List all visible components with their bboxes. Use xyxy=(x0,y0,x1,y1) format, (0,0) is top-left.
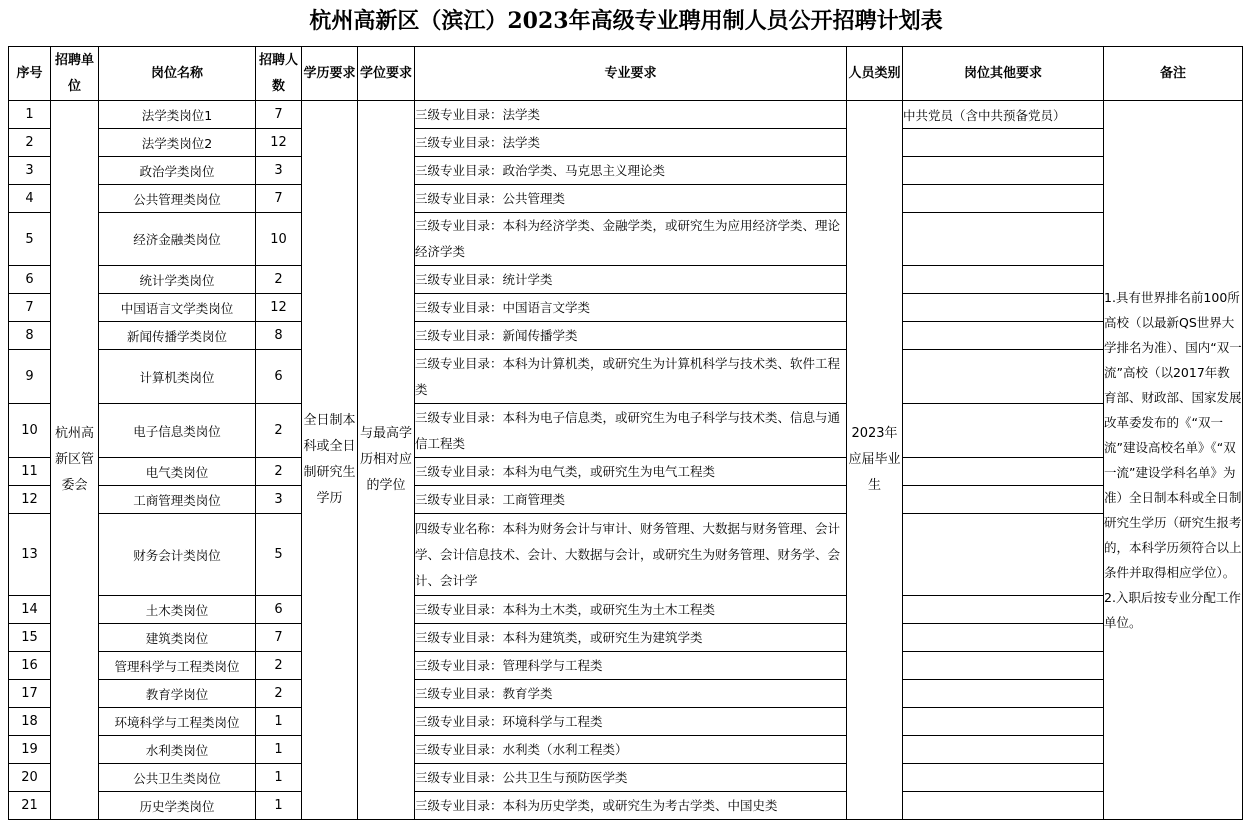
recruit-count: 5 xyxy=(256,514,302,596)
header-type: 人员类别 xyxy=(847,47,903,101)
position-name: 法学类岗位2 xyxy=(99,129,256,157)
row-no: 1 xyxy=(9,101,51,129)
recruit-count: 6 xyxy=(256,596,302,624)
row-no: 3 xyxy=(9,157,51,185)
recruit-count: 3 xyxy=(256,486,302,514)
other-requirement xyxy=(903,213,1104,266)
header-major: 专业要求 xyxy=(415,47,847,101)
unit-cell: 杭州高新区管委会 xyxy=(51,101,99,820)
header-unit: 招聘单位 xyxy=(51,47,99,101)
position-name: 法学类岗位1 xyxy=(99,101,256,129)
position-name: 建筑类岗位 xyxy=(99,624,256,652)
position-name: 土木类岗位 xyxy=(99,596,256,624)
header-note: 备注 xyxy=(1104,47,1243,101)
major-requirement: 四级专业名称：本科为财务会计与审计、财务管理、大数据与财务管理、会计学、会计信息技术、会计、大数据与会计，或研究生为财务管理、财务学、会计、会计学 xyxy=(415,514,847,596)
major-requirement: 三级专业目录：新闻传播学类 xyxy=(415,322,847,350)
other-requirement xyxy=(903,129,1104,157)
other-requirement xyxy=(903,404,1104,458)
table-row xyxy=(9,596,1243,624)
row-no: 11 xyxy=(9,458,51,486)
row-no: 10 xyxy=(9,404,51,458)
major-requirement: 三级专业目录：本科为土木类，或研究生为土木工程类 xyxy=(415,596,847,624)
other-requirement xyxy=(903,680,1104,708)
table-row xyxy=(9,792,1243,820)
other-requirement xyxy=(903,458,1104,486)
table-row xyxy=(9,294,1243,322)
row-no: 4 xyxy=(9,185,51,213)
major-requirement: 三级专业目录：公共卫生与预防医学类 xyxy=(415,764,847,792)
major-requirement: 三级专业目录：本科为历史学类，或研究生为考古学类、中国史类 xyxy=(415,792,847,820)
position-name: 公共管理类岗位 xyxy=(99,185,256,213)
row-no: 13 xyxy=(9,514,51,596)
recruit-count: 12 xyxy=(256,294,302,322)
other-requirement xyxy=(903,596,1104,624)
page-title: 杭州高新区（滨江）2023年高级专业聘用制人员公开招聘计划表 xyxy=(309,8,943,34)
table-row xyxy=(9,266,1243,294)
other-requirement xyxy=(903,185,1104,213)
edu-cell: 全日制本科或全日制研究生学历 xyxy=(302,101,358,820)
other-requirement xyxy=(903,514,1104,596)
recruit-count: 8 xyxy=(256,322,302,350)
position-name: 计算机类岗位 xyxy=(99,350,256,404)
position-name: 管理科学与工程类岗位 xyxy=(99,652,256,680)
major-requirement: 三级专业目录：工商管理类 xyxy=(415,486,847,514)
position-name: 工商管理类岗位 xyxy=(99,486,256,514)
table-row xyxy=(9,736,1243,764)
position-name: 统计学类岗位 xyxy=(99,266,256,294)
recruit-count: 1 xyxy=(256,708,302,736)
header-no: 序号 xyxy=(9,47,51,101)
table-row xyxy=(9,404,1243,458)
major-requirement: 三级专业目录：本科为计算机类，或研究生为计算机科学与技术类、软件工程类 xyxy=(415,350,847,404)
table-row xyxy=(9,764,1243,792)
table-row xyxy=(9,101,1243,129)
row-no: 18 xyxy=(9,708,51,736)
table-row xyxy=(9,129,1243,157)
table-row xyxy=(9,708,1243,736)
recruit-count: 7 xyxy=(256,624,302,652)
other-requirement xyxy=(903,157,1104,185)
other-requirement: 中共党员（含中共预备党员） xyxy=(903,101,1104,129)
major-requirement: 三级专业目录：本科为电气类，或研究生为电气工程类 xyxy=(415,458,847,486)
row-no: 21 xyxy=(9,792,51,820)
recruitment-table xyxy=(8,46,1243,820)
table-row xyxy=(9,680,1243,708)
position-name: 电气类岗位 xyxy=(99,458,256,486)
other-requirement xyxy=(903,266,1104,294)
row-no: 20 xyxy=(9,764,51,792)
position-name: 中国语言文学类岗位 xyxy=(99,294,256,322)
major-requirement: 三级专业目录：管理科学与工程类 xyxy=(415,652,847,680)
position-name: 电子信息类岗位 xyxy=(99,404,256,458)
row-no: 16 xyxy=(9,652,51,680)
header-position: 岗位名称 xyxy=(99,47,256,101)
major-requirement: 三级专业目录：本科为电子信息类，或研究生为电子科学与技术类、信息与通信工程类 xyxy=(415,404,847,458)
other-requirement xyxy=(903,322,1104,350)
row-no: 8 xyxy=(9,322,51,350)
recruit-count: 12 xyxy=(256,129,302,157)
position-name: 环境科学与工程类岗位 xyxy=(99,708,256,736)
header-row xyxy=(9,47,1243,101)
major-requirement: 三级专业目录：本科为经济学类、金融学类，或研究生为应用经济学类、理论经济学类 xyxy=(415,213,847,266)
major-requirement: 三级专业目录：政治学类、马克思主义理论类 xyxy=(415,157,847,185)
recruit-count: 10 xyxy=(256,213,302,266)
major-requirement: 三级专业目录：中国语言文学类 xyxy=(415,294,847,322)
table-row xyxy=(9,322,1243,350)
position-name: 政治学类岗位 xyxy=(99,157,256,185)
header-edu: 学历要求 xyxy=(302,47,358,101)
row-no: 5 xyxy=(9,213,51,266)
major-requirement: 三级专业目录：本科为建筑类，或研究生为建筑学类 xyxy=(415,624,847,652)
other-requirement xyxy=(903,294,1104,322)
major-requirement: 三级专业目录：法学类 xyxy=(415,101,847,129)
other-requirement xyxy=(903,350,1104,404)
major-requirement: 三级专业目录：公共管理类 xyxy=(415,185,847,213)
recruit-count: 7 xyxy=(256,185,302,213)
table-row xyxy=(9,624,1243,652)
major-requirement: 三级专业目录：统计学类 xyxy=(415,266,847,294)
header-count: 招聘人数 xyxy=(256,47,302,101)
other-requirement xyxy=(903,736,1104,764)
position-name: 财务会计类岗位 xyxy=(99,514,256,596)
recruit-count: 1 xyxy=(256,792,302,820)
table-row xyxy=(9,185,1243,213)
recruit-count: 6 xyxy=(256,350,302,404)
row-no: 17 xyxy=(9,680,51,708)
position-name: 经济金融类岗位 xyxy=(99,213,256,266)
major-requirement: 三级专业目录：水利类（水利工程类） xyxy=(415,736,847,764)
recruit-count: 1 xyxy=(256,736,302,764)
header-degree: 学位要求 xyxy=(358,47,415,101)
header-other: 岗位其他要求 xyxy=(903,47,1104,101)
position-name: 新闻传播学类岗位 xyxy=(99,322,256,350)
other-requirement xyxy=(903,486,1104,514)
table-row xyxy=(9,213,1243,266)
row-no: 14 xyxy=(9,596,51,624)
row-no: 6 xyxy=(9,266,51,294)
type-cell: 2023年应届毕业生 xyxy=(847,101,903,820)
recruit-count: 1 xyxy=(256,764,302,792)
recruit-count: 3 xyxy=(256,157,302,185)
row-no: 2 xyxy=(9,129,51,157)
table-row xyxy=(9,157,1243,185)
major-requirement: 三级专业目录：教育学类 xyxy=(415,680,847,708)
recruit-count: 2 xyxy=(256,680,302,708)
other-requirement xyxy=(903,624,1104,652)
note-cell: 1.具有世界排名前100所高校（以最新QS世界大学排名为准）、国内“双一流”高校（以2017年教育部、财政部、国家发展改革委发布的《“双一流”建设高校名单》《“双一流”建设学科名单》为准）全日制本科或全日制研究生学历（研究生报考的，本科学历须符合以上条件并取得相应学位）。2.入职后按专业分配工作单位。 xyxy=(1104,101,1243,820)
table-row xyxy=(9,458,1243,486)
other-requirement xyxy=(903,764,1104,792)
position-name: 教育学岗位 xyxy=(99,680,256,708)
other-requirement xyxy=(903,792,1104,820)
other-requirement xyxy=(903,708,1104,736)
row-no: 15 xyxy=(9,624,51,652)
recruit-count: 2 xyxy=(256,652,302,680)
table-row xyxy=(9,514,1243,596)
table-row xyxy=(9,652,1243,680)
position-name: 公共卫生类岗位 xyxy=(99,764,256,792)
row-no: 7 xyxy=(9,294,51,322)
major-requirement: 三级专业目录：法学类 xyxy=(415,129,847,157)
row-no: 19 xyxy=(9,736,51,764)
position-name: 历史学类岗位 xyxy=(99,792,256,820)
recruit-count: 7 xyxy=(256,101,302,129)
table-row xyxy=(9,350,1243,404)
recruit-count: 2 xyxy=(256,404,302,458)
recruit-count: 2 xyxy=(256,266,302,294)
row-no: 12 xyxy=(9,486,51,514)
degree-cell: 与最高学历相对应的学位 xyxy=(358,101,415,820)
other-requirement xyxy=(903,652,1104,680)
row-no: 9 xyxy=(9,350,51,404)
table-row xyxy=(9,486,1243,514)
major-requirement: 三级专业目录：环境科学与工程类 xyxy=(415,708,847,736)
position-name: 水利类岗位 xyxy=(99,736,256,764)
recruit-count: 2 xyxy=(256,458,302,486)
